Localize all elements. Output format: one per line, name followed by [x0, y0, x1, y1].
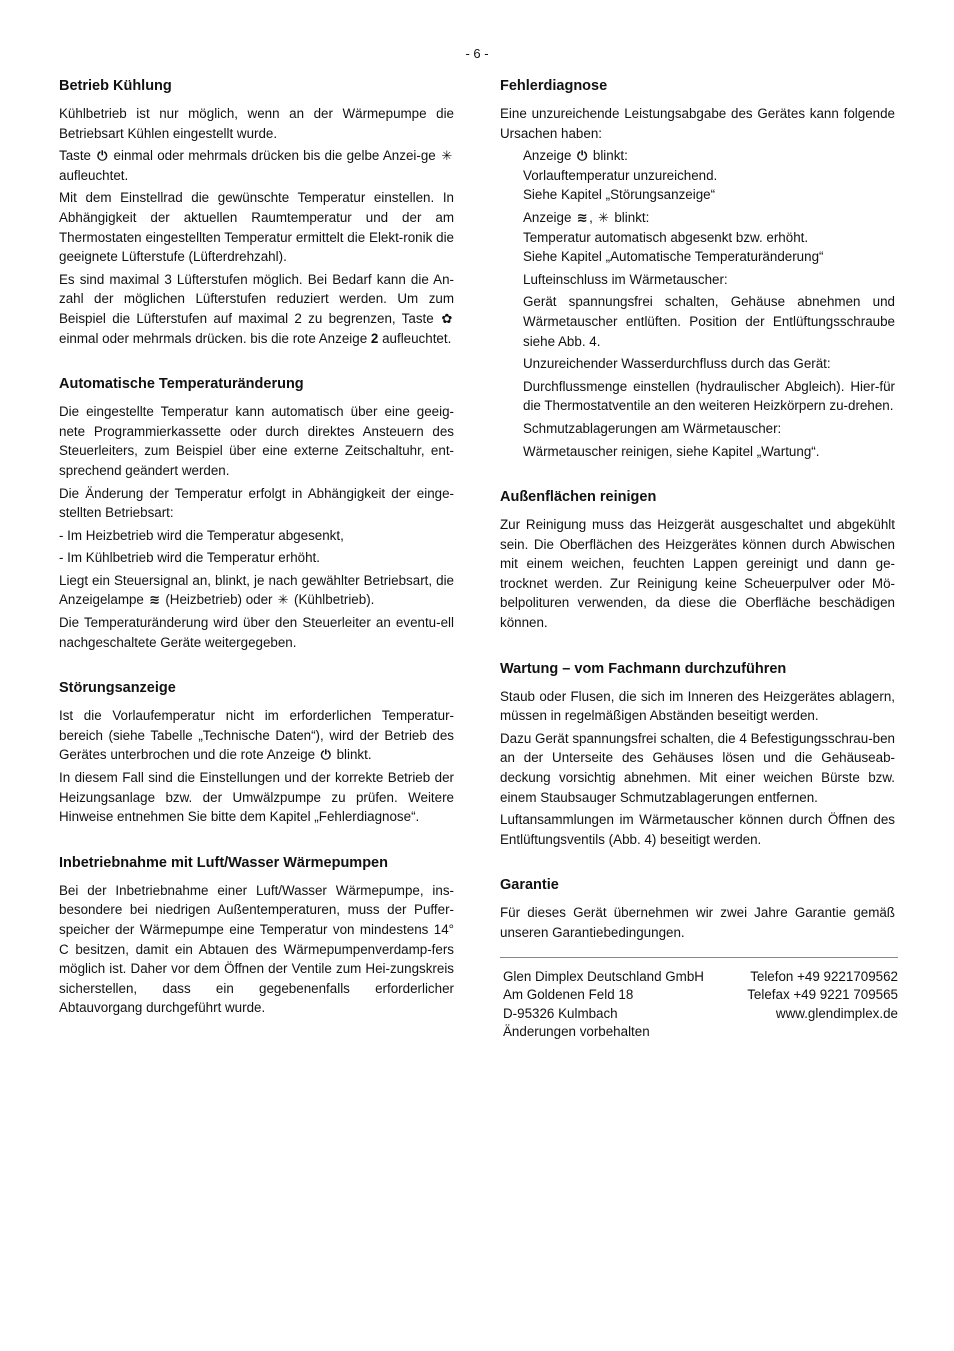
website-link[interactable]: www.glendimplex.de — [775, 1005, 898, 1021]
paragraph: Zur Reinigung muss das Heizgerät ausgeschaltet und abgekühlt sein. Die Oberflächen des Heizgerätes können durch Abwischen mit einem weichen, feuchten Lappen gereinigt und dann ge-trocknet werden. Zur Reinigung keine Scheuerpulver oder Mö-belpolituren verwenden, da diese die Oberfläche beschädigen können. — [500, 517, 895, 631]
paragraph: Die eingestellte Temperatur kann automatisch über eine geeig-nete Programmierkassette oder durch direktes Ansteuern des Steuerleiters, zum Beispiel über eine externe Zeitschaltuhr, ent-sprechend geändert werden. — [59, 404, 454, 478]
paragraph: Bei der Inbetriebnahme einer Luft/Wasser Wärmepumpe, ins-besondere bei niedrigen Außentemperaturen, muss der Puffer-speicher der Wärmepumpe eine Temperatur von mindestens 14° C besitzen, damit ein Abtauen des Wärmepumpenverdamp-fers möglich ist. Daher vor dem Öffnen der Ventile zum Hei-zungskreis sicherstellen, dass ein gegebenenfalls erforderlicher Abtauvorgang durchgeführt wurde. — [59, 882, 454, 1016]
power-icon: ⏻ — [320, 747, 331, 763]
paragraph: Für dieses Gerät übernehmen wir zwei Jahre Garantie gemäß unseren Garantiebedingungen. — [500, 905, 895, 940]
heat-icon: ≋ — [149, 592, 161, 608]
contact-block — [500, 957, 898, 1042]
section-stoerungsanzeige — [59, 678, 454, 827]
street-address: Am Goldenen Feld 18 — [503, 987, 634, 1003]
paragraph: In diesem Fall sind die Einstellungen und der korrekte Betrieb der Heizungsanlage bzw. der Umwälzpumpe zu prüfen. Weitere Hinweise entnehmen Sie bitte dem Kapitel „Fehlerdiagnose“. — [59, 770, 454, 825]
paragraph: Liegt ein Steuersignal an, blinkt, je nach gewählter Betriebsart, die Anzeigelampe ≋ (Heizbetrieb) oder ✳ (Kühlbetrieb). — [59, 571, 454, 610]
heading-wartung: Wartung – vom Fachmann durchzuführen — [500, 660, 787, 677]
paragraph: Kühlbetrieb ist nur möglich, wenn an der Wärmepumpe die Betriebsart Kühlen eingestellt wurde. — [59, 106, 454, 141]
power-icon: ⏻ — [576, 148, 588, 164]
paragraph: Dazu Gerät spannungsfrei schalten, die 4 Befestigungsschrau-ben an der Unterseite des Gehäuses lösen und die Gehäuseab-deckung vorsichtig abnehmen. Mit einer weichen Bürste bzw. einem Staubsauger Schmutzablagerungen entfernen. — [500, 730, 895, 805]
disclaimer: Änderungen vorbehalten — [503, 1024, 650, 1040]
list-item: Unzureichender Wasserdurchfluss durch das Gerät: — [523, 356, 831, 372]
fan-icon: ✿ — [441, 310, 453, 326]
section-aussenflaechen — [500, 487, 895, 633]
section-wartung — [500, 659, 895, 850]
left-column — [59, 76, 454, 1044]
list-item-detail: Durchflussmenge einstellen (hydraulischer Abgleich). Hier-für die Thermostatventile an den weiteren Heizkörpern zu-drehen. — [523, 378, 895, 414]
heading-aussenflaechen: Außenflächen reinigen — [500, 489, 657, 506]
snowflake-icon: ✳ — [441, 148, 453, 164]
snowflake-icon: ✳ — [277, 592, 289, 608]
paragraph: Eine unzureichende Leistungsabgabe des Gerätes kann folgende Ursachen haben: — [500, 106, 895, 141]
section-inbetriebnahme — [59, 853, 454, 1018]
paragraph: Es sind maximal 3 Lüfterstufen möglich. Bei Bedarf kann die An-zahl der möglichen Lüfterstufen reduziert werden. Um zum Beispiel die Lüfterstufen auf maximal 2 zu begrenzen, Taste ✿ einmal oder mehrmals drücken. bis die rote Anzeige 2 aufleuchtet. — [59, 271, 454, 346]
paragraph: Die Temperaturänderung wird über den Steuerleiter an eventu-ell nachgeschaltete Geräte weitergegeben. — [59, 615, 454, 650]
heading-betrieb-kuehlung: Betrieb Kühlung — [59, 78, 172, 94]
fan-level-number: 2 — [370, 330, 379, 346]
list-item-detail: Gerät spannungsfrei schalten, Gehäuse abnehmen und Wärmetauscher entlüften. Position der Entlüftungsschraube siehe Abb. 4. — [523, 294, 895, 349]
city-address: D-95326 Kulmbach — [503, 1005, 618, 1021]
section-garantie — [500, 875, 895, 942]
paragraph: Die Änderung der Temperatur erfolgt in Abhängigkeit der einge-stellten Betriebsart: — [59, 485, 454, 521]
list-item: Schmutzablagerungen am Wärmetauscher: — [523, 420, 782, 436]
paragraph: Luftansammlungen im Wärmetauscher können durch Öffnen des Entlüftungsventils (Abb. 4) beseitigt werden. — [500, 812, 895, 847]
paragraph: Taste ⏻ einmal oder mehrmals drücken bis die gelbe Anzei-ge ✳ aufleuchtet. — [59, 148, 453, 183]
section-automatische-temperaturaenderung — [59, 374, 454, 652]
page-number: - 6 - — [465, 46, 489, 61]
power-icon: ⏻ — [97, 148, 108, 164]
heading-stoerungsanzeige: Störungsanzeige — [59, 680, 176, 697]
list-item-detail: Wärmetauscher reinigen, siehe Kapitel „Wartung“. — [523, 443, 820, 459]
list-item: Anzeige ⏻ blinkt: Vorlauftemperatur unzureichend. Siehe Kapitel „Störungsanzeige“ — [523, 148, 718, 203]
heading-fehlerdiagnose: Fehlerdiagnose — [500, 78, 608, 94]
company-name: Glen Dimplex Deutschland GmbH — [503, 968, 704, 984]
section-fehlerdiagnose — [500, 76, 895, 461]
snowflake-icon: ✳ — [598, 209, 610, 225]
list-item: Anzeige ≋ , ✳ blinkt: Temperatur automatisch abgesenkt bzw. erhöht. Siehe Kapitel „Automatische Temperaturänderung“ — [523, 209, 824, 265]
heading-automatische-temperaturaenderung: Automatische Temperaturänderung — [59, 376, 304, 393]
fax-number: Telefax +49 9221 709565 — [747, 987, 898, 1003]
heat-icon: ≋ — [576, 209, 588, 225]
heading-garantie: Garantie — [500, 877, 559, 894]
paragraph: Mit dem Einstellrad die gewünschte Temperatur einstellen. In Abhängigkeit der aktuellen Raumtemperatur und der am Thermostaten eingestellten Temperatur ermittelt die Elekt-ronik die geeignete Lüfterstufe (Lüfterdrehzahl). — [59, 190, 454, 265]
diagnosis-list — [500, 146, 895, 461]
paragraph: - Im Kühlbetrieb wird die Temperatur erhöht. — [59, 550, 320, 566]
right-column — [500, 76, 898, 1042]
paragraph: - Im Heizbetrieb wird die Temperatur abgesenkt, — [59, 527, 344, 543]
heading-inbetriebnahme: Inbetriebnahme mit Luft/Wasser Wärmepumpen — [59, 854, 388, 871]
paragraph: Ist die Vorlaufemperatur nicht im erforderlichen Temperatur-bereich (siehe Tabelle „Technische Daten“), wird der Betrieb des Gerätes unterbrochen und die rote Anzeige ⏻ blinkt. — [59, 706, 454, 765]
list-item: Lufteinschluss im Wärmetauscher: — [523, 271, 728, 287]
section-betrieb-kuehlung — [59, 76, 454, 348]
phone-number: Telefon +49 9221709562 — [750, 968, 898, 984]
paragraph: Staub oder Flusen, die sich im Inneren des Heizgerätes ablagern, müssen in regelmäßigen Abständen beseitigt werden. — [500, 688, 895, 724]
